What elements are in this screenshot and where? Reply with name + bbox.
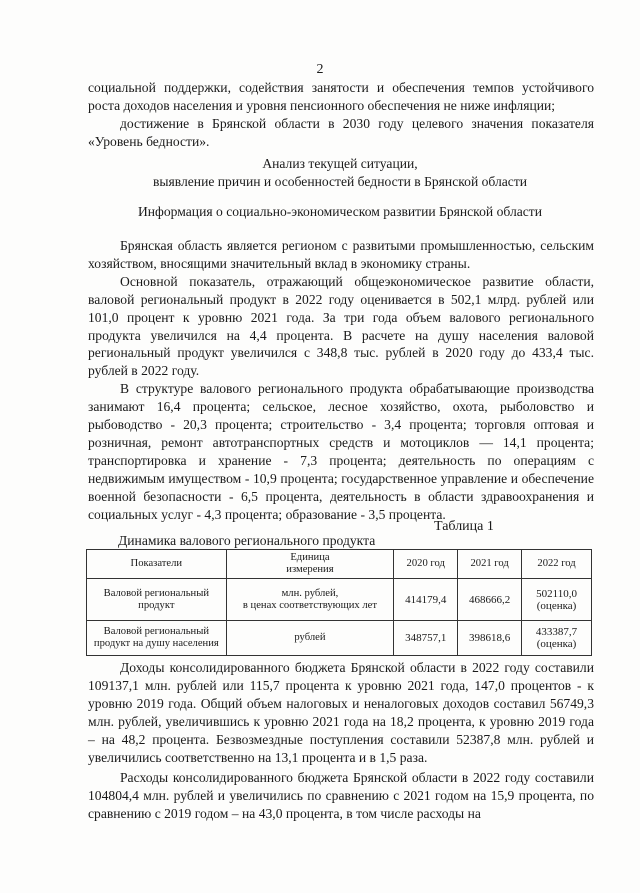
intro-text xyxy=(88,79,594,151)
budget-paragraph-2: Расходы консолидированного бюджета Брянской области в 2022 году составили 104804,4 млн. рублей и увеличились по сравнению с 2021 годом на 15,9 процента, по сравнению с 2019 годом – на 43,0 процента, в том числе расходы на xyxy=(88,770,594,822)
table-title: Динамика валового регионального продукта xyxy=(118,533,376,548)
table-row xyxy=(87,621,592,656)
table-cell: 502110,0 (оценка) xyxy=(522,579,592,621)
gdp-table xyxy=(86,549,592,656)
budget-text xyxy=(88,659,594,823)
table-header-cell: Единица измерения xyxy=(226,550,394,579)
table-cell: Валовой региональный продукт на душу населения xyxy=(87,621,227,656)
section-heading-line-1: Анализ текущей ситуации, xyxy=(262,156,418,171)
table-cell: Валовой региональный продукт xyxy=(87,579,227,621)
body-text xyxy=(88,237,594,524)
table-cell: 468666,2 xyxy=(458,579,522,621)
table-cell: рублей xyxy=(226,621,394,656)
table-header-cell: 2021 год xyxy=(458,550,522,579)
body-paragraph-1: Брянская область является регионом с развитыми промышленностью, сельским хозяйством, вносящими значительный вклад в экономику страны. xyxy=(88,238,594,271)
table-row xyxy=(87,579,592,621)
table-header-row xyxy=(87,550,592,579)
body-paragraph-2: Основной показатель, отражающий общеэкономическое развитие области, валовой региональный продукт в 2022 году оценивается в 502,1 млрд. рублей или 101,0 процент к уровню 2021 года. За три года объем валового регионального продукта увеличился на 4,4 процента. В расчете на душу населения валовой региональный продукт увеличился с 348,8 тыс. рублей в 2020 году до 433,4 тыс. рублей в 2022 году. xyxy=(88,273,594,379)
subsection-heading: Информация о социально-экономическом развитии Брянской области xyxy=(137,204,543,219)
table-cell: 433387,7 (оценка) xyxy=(522,621,592,656)
table-header-cell: 2020 год xyxy=(394,550,458,579)
table-cell: млн. рублей, в ценах соответствующих лет xyxy=(226,579,394,621)
table-number: Таблица 1 xyxy=(434,519,494,534)
body-paragraph-3: В структуре валового регионального продукта обрабатывающие производства занимают 16,4 процента; сельское, лесное хозяйство, охота, рыболовство и рыбоводство - 20,3 процента; строительство - 3,4 процента; торговля оптовая и розничная, ремонт автотранспортных средств и мотоциклов — 14,1 процента; транспортировка и хранение - 7,3 процента; деятельность по операциям с недвижимым имуществом - 10,9 процента; государственное управление и обеспечение военной безопасности - 6,5 процента, деятельность в области здравоохранения и социальных услуг - 4,3 процента; образование - 3,5 процента. xyxy=(88,381,594,522)
table-cell: 348757,1 xyxy=(394,621,458,656)
section-heading-line-2: выявление причин и особенностей бедности в Брянской области xyxy=(152,173,528,189)
intro-paragraph-2: достижение в Брянской области в 2030 году целевого значения показателя «Уровень бедности». xyxy=(88,115,594,149)
table-header-cell: Показатели xyxy=(87,550,227,579)
page-number: 2 xyxy=(316,62,324,77)
table-cell: 414179,4 xyxy=(394,579,458,621)
intro-paragraph-1: социальной поддержки, содействия занятости и обеспечения темпов устойчивого роста доходов населения и уровня пенсионного обеспечения не ниже инфляции; xyxy=(88,80,594,113)
budget-paragraph-1: Доходы консолидированного бюджета Брянской области в 2022 году составили 109137,1 млн. рублей или 115,7 процента к уровню 2021 года, 147,0 процентов - к уровню 2019 года. Общий объем налоговых и неналоговых доходов составил 56749,3 млн. рублей, увеличившись к уровню 2021 года на 18,2 процента, к уровню 2019 года – на 48,2 процента. Безвозмездные поступления составили 52387,8 млн. рублей и увеличились соответственно на 13,1 процента и в 1,5 раза. xyxy=(88,660,594,765)
table-header-cell: 2022 год xyxy=(522,550,592,579)
table-cell: 398618,6 xyxy=(458,621,522,656)
section-heading xyxy=(60,155,620,191)
